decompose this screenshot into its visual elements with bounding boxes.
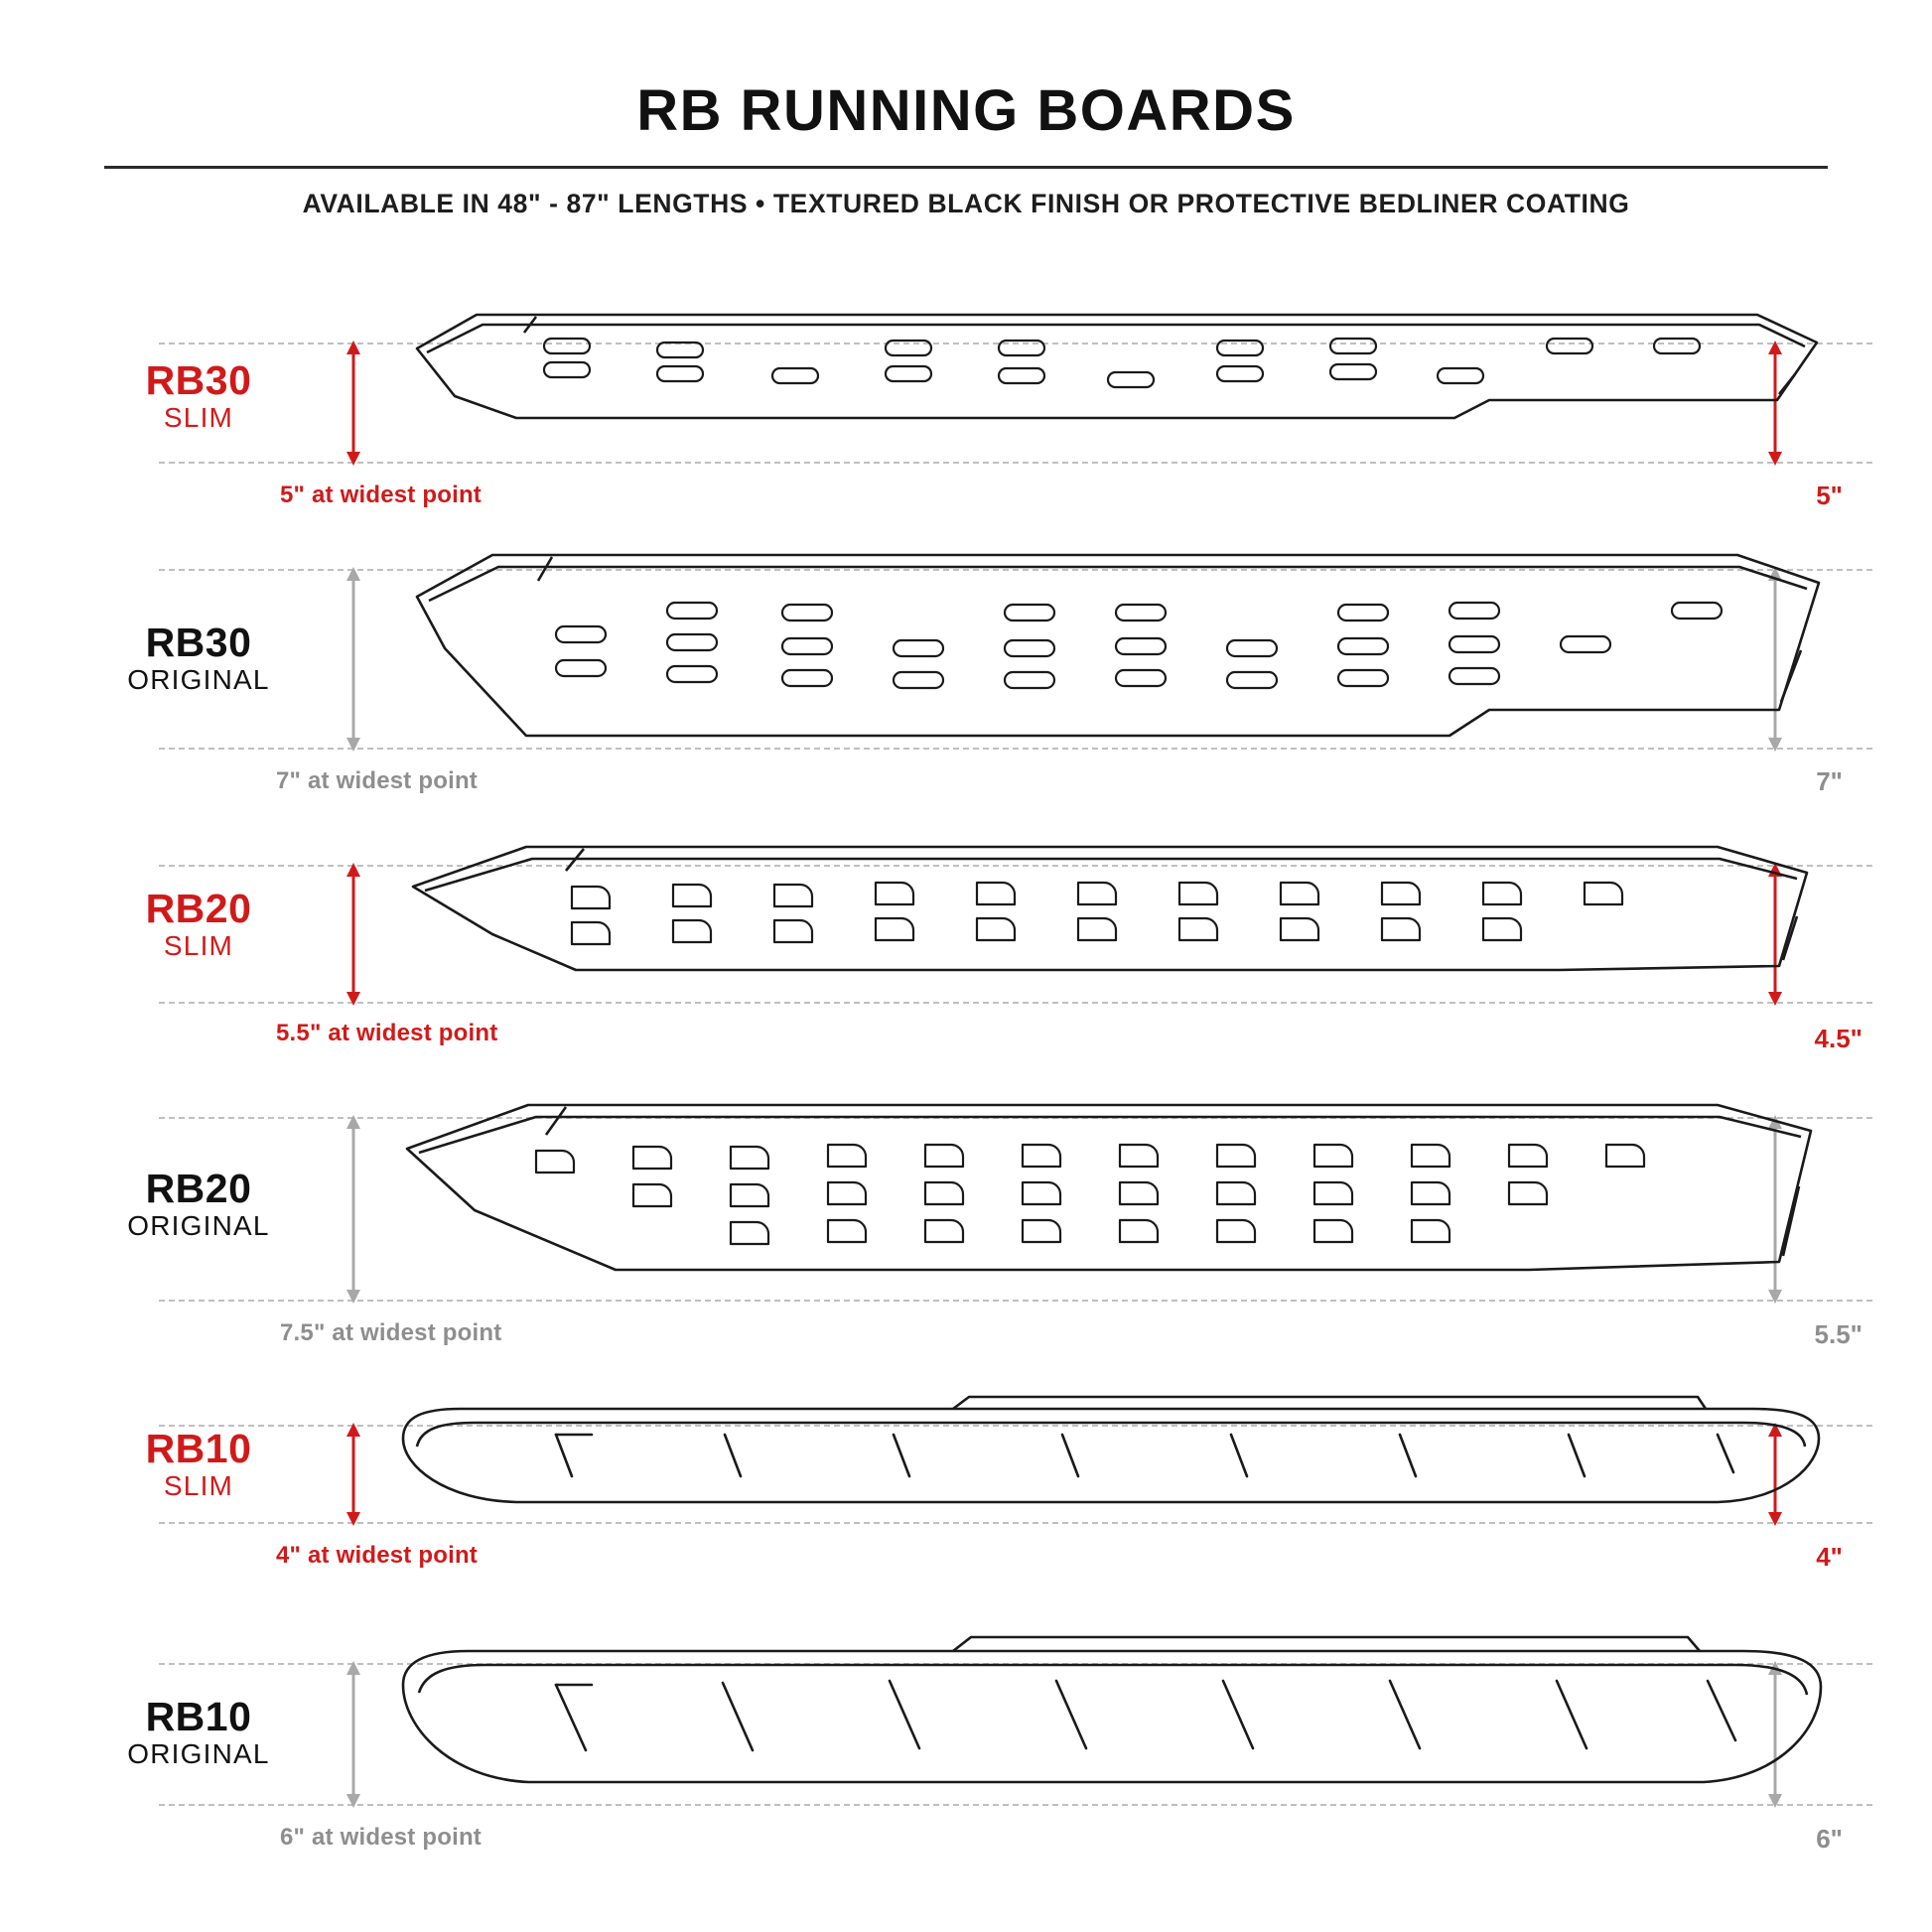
page-title: RB RUNNING BOARDS <box>636 78 1296 143</box>
left-height-arrow-icon <box>342 565 365 754</box>
board-rows <box>60 277 1872 1885</box>
board-row-rb30-slim <box>60 277 1872 525</box>
model-name: RB30 <box>145 357 252 403</box>
board-row-rb10-original <box>60 1617 1872 1885</box>
board-illustration-rb20-slim <box>397 825 1847 1024</box>
width-note: 4" at widest point <box>276 1542 478 1569</box>
width-note: 5.5" at widest point <box>276 1020 498 1046</box>
header-subtitle: AVAILABLE IN 48" - 87" LENGTHS • TEXTURED BLACK FINISH OR PROTECTIVE BEDLINER COATING <box>302 189 1630 218</box>
board-illustration-rb20-original <box>397 1079 1847 1317</box>
variant-name: SLIM <box>163 929 234 961</box>
width-note: 6" at widest point <box>280 1824 482 1851</box>
left-height-arrow-icon <box>342 1659 365 1810</box>
board-illustration-rb10-slim <box>397 1391 1847 1540</box>
variant-name: ORIGINAL <box>127 1209 270 1241</box>
model-name: RB30 <box>145 620 252 665</box>
row-label-rb30-slim <box>99 357 298 434</box>
width-note: 5" at widest point <box>280 482 482 508</box>
variant-name: ORIGINAL <box>127 1737 270 1769</box>
variant-name: SLIM <box>163 1469 234 1501</box>
height-dimension: 6" <box>1816 1824 1843 1854</box>
board-row-rb20-slim <box>60 813 1872 1073</box>
left-height-arrow-icon <box>342 861 365 1008</box>
variant-name: ORIGINAL <box>127 663 270 695</box>
header <box>60 0 1872 219</box>
model-name: RB20 <box>145 886 252 931</box>
height-dimension: 7" <box>1816 766 1843 796</box>
left-height-arrow-icon <box>342 339 365 468</box>
board-illustration-rb30-original <box>397 531 1847 759</box>
width-note: 7" at widest point <box>276 767 478 794</box>
board-row-rb20-original <box>60 1073 1872 1371</box>
left-height-arrow-icon <box>342 1421 365 1528</box>
board-row-rb10-slim <box>60 1371 1872 1617</box>
header-divider <box>104 166 1828 169</box>
model-name: RB10 <box>145 1694 252 1739</box>
board-illustration-rb10-original <box>397 1629 1847 1818</box>
model-name: RB20 <box>145 1166 252 1211</box>
width-note: 7.5" at widest point <box>280 1319 502 1346</box>
model-name: RB10 <box>145 1426 252 1471</box>
height-dimension: 4" <box>1816 1542 1843 1572</box>
row-label-rb30-original <box>99 622 298 696</box>
height-dimension: 5.5" <box>1814 1319 1863 1349</box>
row-label-rb10-original <box>99 1694 298 1770</box>
row-label-rb10-slim <box>99 1426 298 1502</box>
board-illustration-rb30-slim <box>397 297 1847 476</box>
height-dimension: 5" <box>1816 481 1843 510</box>
height-dimension: 4.5" <box>1814 1024 1863 1053</box>
board-row-rb30-original <box>60 525 1872 813</box>
row-label-rb20-original <box>99 1166 298 1242</box>
row-label-rb20-slim <box>99 886 298 962</box>
variant-name: SLIM <box>163 401 234 433</box>
left-height-arrow-icon <box>342 1113 365 1306</box>
